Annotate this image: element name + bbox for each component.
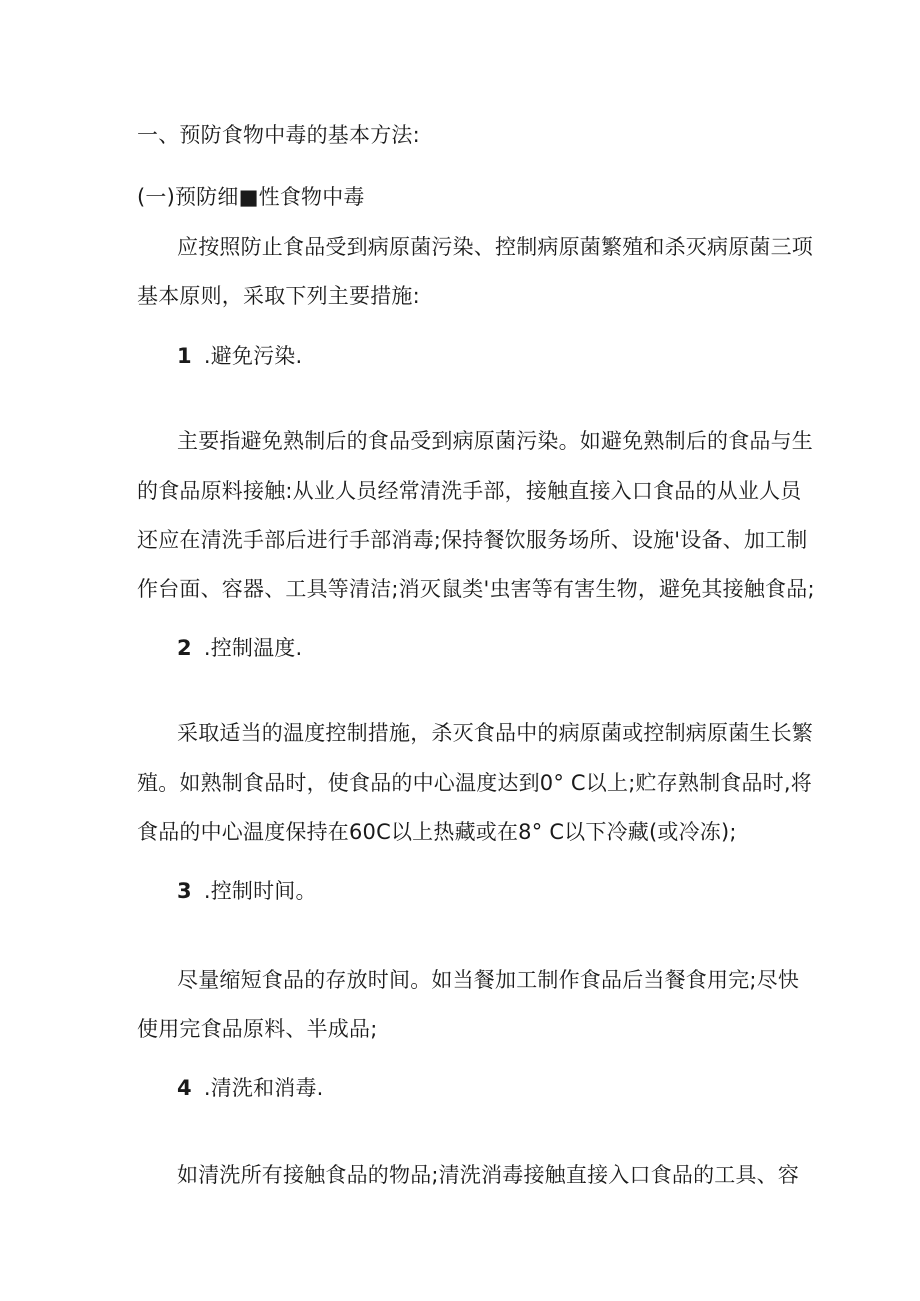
item-1-body-line-3: 还应在清洗手部后进行手部消毒;保持餐饮服务场所、设施'设备、加工制 — [137, 528, 808, 552]
item-4-heading — [177, 1074, 324, 1102]
item-1-body-line-2: 的食品原料接触:从业人员经常清洗手部，接触直接入口食品的从业人员 — [137, 479, 802, 503]
item-1-title: .避免污染. — [203, 344, 303, 368]
item-4-number: 4 — [177, 1076, 192, 1100]
item-3-body-line-2: 使用完食品原料、半成品; — [137, 1017, 378, 1041]
item-4-title: .清洗和消毒. — [203, 1076, 324, 1100]
item-1-number: 1 — [177, 344, 192, 368]
section-heading: 一、预防食物中毒的基本方法: — [137, 123, 420, 147]
intro-line-2: 基本原则，采取下列主要措施: — [137, 284, 420, 308]
item-2-number: 2 — [177, 636, 192, 660]
item-1-body-line-1: 主要指避免熟制后的食品受到病原菌污染。如避免熟制后的食品与生 — [177, 429, 813, 453]
item-2-body-line-2: 殖。如熟制食品时，使食品的中心温度达到0° C以上;贮存熟制食品时,将 — [137, 771, 812, 795]
item-2-body-line-3: 食品的中心温度保持在60C以上热藏或在8° C以下冷藏(或冷冻); — [137, 820, 737, 844]
item-2-title: .控制温度. — [203, 636, 303, 660]
item-1-heading — [177, 342, 302, 370]
item-3-number: 3 — [177, 879, 192, 903]
subsection-heading: (一)预防细■性食物中毒 — [137, 185, 365, 209]
item-4-body-line-1: 如清洗所有接触食品的物品;清洗消毒接触直接入口食品的工具、容 — [177, 1163, 800, 1187]
item-2-heading — [177, 634, 302, 662]
item-1-body-line-4: 作台面、容器、工具等清洁;消灭鼠类'虫害等有害生物，避免其接触食品; — [137, 577, 815, 601]
item-3-heading — [177, 877, 317, 905]
intro-line-1: 应按照防止食品受到病原菌污染、控制病原菌繁殖和杀灭病原菌三项 — [177, 235, 813, 259]
item-3-title: .控制时间。 — [203, 879, 317, 903]
item-3-body-line-1: 尽量缩短食品的存放时间。如当餐加工制作食品后当餐食用完;尽快 — [177, 968, 800, 992]
item-2-body-line-1: 采取适当的温度控制措施，杀灭食品中的病原菌或控制病原菌生长繁 — [177, 721, 813, 745]
